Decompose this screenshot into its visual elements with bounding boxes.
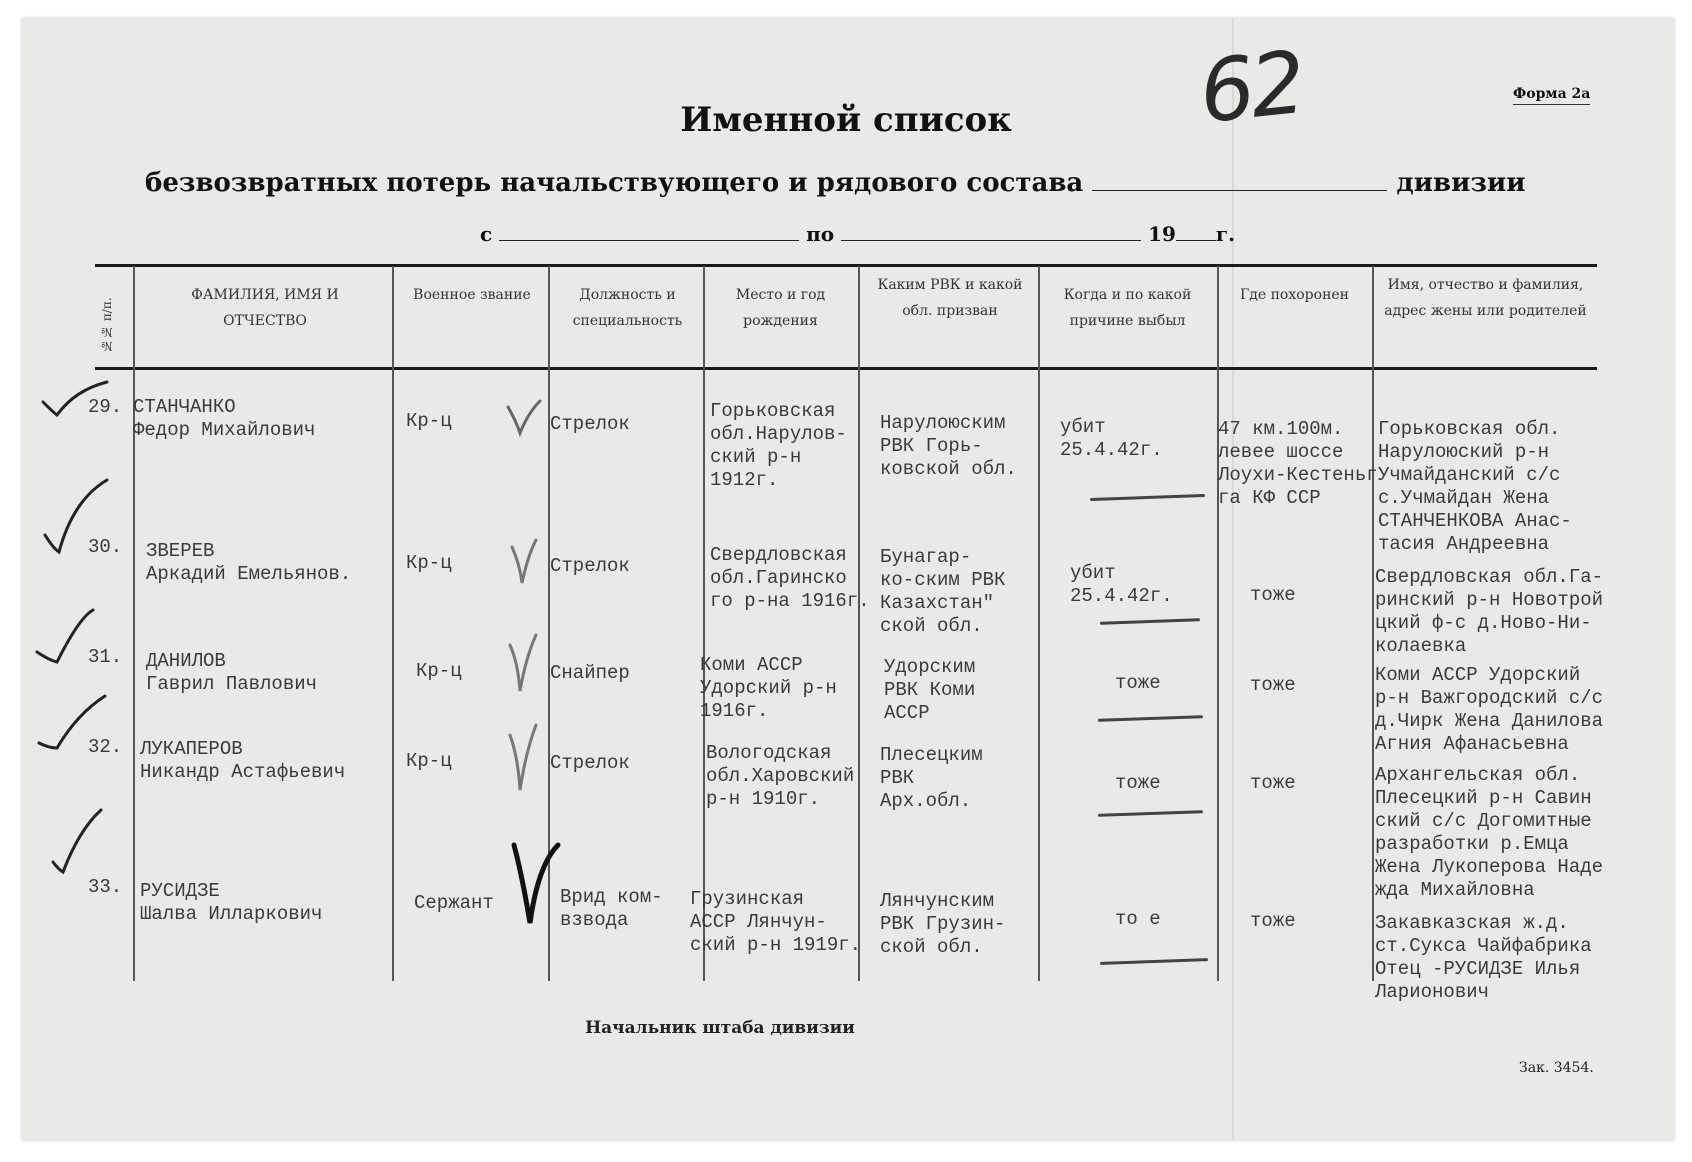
column-header-rvk: Каким РВК и какой обл. призван bbox=[877, 277, 1023, 319]
row-name: ЛУКАПЕРОВ Никандр Астафьевич bbox=[140, 738, 346, 783]
archive-page-number: 62 bbox=[1195, 32, 1307, 144]
column-header-num: №№ п/п. bbox=[100, 297, 114, 353]
row-birth: Свердловская обл.Гаринско го р-на 1916г. bbox=[710, 544, 870, 612]
row-name: СТАНЧАНКО Федор Михайлович bbox=[133, 396, 316, 441]
date-to-label: по bbox=[806, 222, 835, 246]
column-header-when: Когда и по какой причине выбыл bbox=[1063, 287, 1192, 329]
row-relatives: Горьковская обл. Нарулоюский р-н Учмайданский с/с с.Учмайдан Жена СТАНЧЕНКОВА Анас- тасия Андреевна bbox=[1378, 418, 1572, 555]
order-number: Зак. 3454. bbox=[1519, 1060, 1594, 1076]
column-header-rank: Военное звание bbox=[413, 287, 531, 303]
form-label: Форма 2а bbox=[1513, 86, 1590, 105]
row-buried: тоже bbox=[1250, 772, 1296, 794]
column-divider bbox=[392, 266, 394, 981]
row-name: РУСИДЗЕ Шалва Илларкович bbox=[140, 880, 323, 925]
document-subtitle bbox=[145, 168, 1526, 198]
date-to-blank bbox=[841, 240, 1141, 241]
row-when: тоже bbox=[1115, 772, 1161, 794]
row-rank: Кр-ц bbox=[406, 410, 452, 432]
row-position: Стрелок bbox=[550, 413, 630, 435]
row-position: Стрелок bbox=[550, 752, 630, 774]
signature-label: Начальник штаба дивизии bbox=[585, 1018, 855, 1038]
row-rank: Сержант bbox=[414, 892, 494, 914]
row-number: 31. bbox=[88, 646, 123, 668]
row-buried: тоже bbox=[1250, 674, 1296, 696]
row-position: Снайпер bbox=[550, 662, 630, 684]
row-when: убит 25.4.42г. bbox=[1060, 416, 1163, 461]
row-rvk: Лянчунским РВК Грузин- ской обл. bbox=[880, 890, 1006, 958]
row-position: Врид ком- взвода bbox=[560, 886, 663, 931]
column-divider bbox=[1372, 266, 1374, 981]
row-relatives: Свердловская обл.Га- ринский р-н Новотрой цкий ф-с д.Ново-Ни- колаевка bbox=[1375, 566, 1604, 657]
row-rank: Кр-ц bbox=[406, 552, 452, 574]
row-position: Стрелок bbox=[550, 555, 630, 577]
row-birth: Грузинская АССР Лянчун- ский р-н 1919г. bbox=[690, 888, 862, 956]
row-when: убит 25.4.42г. bbox=[1070, 562, 1173, 607]
date-from-blank bbox=[499, 240, 799, 241]
row-number: 33. bbox=[88, 876, 123, 898]
column-divider bbox=[133, 266, 135, 981]
margin-check-marks bbox=[35, 370, 115, 920]
subtitle-suffix: дивизии bbox=[1396, 168, 1526, 198]
row-when: то е bbox=[1115, 908, 1161, 930]
date-range bbox=[480, 222, 1235, 246]
date-year-suffix: г. bbox=[1215, 222, 1236, 246]
row-when: тоже bbox=[1115, 672, 1161, 694]
column-header-buried: Где похоронен bbox=[1239, 287, 1350, 303]
column-header-position: Должность и специальность bbox=[572, 287, 683, 329]
column-header-name: ФАМИЛИЯ, ИМЯ И ОТЧЕСТВО bbox=[191, 287, 339, 329]
row-birth: Вологодская обл.Харовский р-н 1910г. bbox=[706, 742, 855, 810]
column-divider bbox=[858, 266, 860, 981]
row-relatives: Коми АССР Удорский р-н Важгородский с/с д.Чирк Жена Данилова Агния Афанасьевна bbox=[1375, 664, 1604, 755]
row-rvk: Бунагар- ко-ским РВК Казахстан" ской обл. bbox=[880, 546, 1006, 637]
column-header-birth: Место и год рождения bbox=[735, 287, 826, 329]
row-relatives: Архангельская обл. Плесецкий р-н Савин ский с/с Догомитные разработки р.Емца Жена Лукоперова Наде жда Михайловна bbox=[1375, 764, 1604, 901]
row-buried: тоже bbox=[1250, 584, 1296, 606]
row-rvk: Нарулоюским РВК Горь- ковской обл. bbox=[880, 412, 1017, 480]
column-divider bbox=[1038, 266, 1040, 981]
row-number: 30. bbox=[88, 536, 123, 558]
row-rvk: Плесецким РВК Арх.обл. bbox=[880, 744, 983, 812]
column-divider bbox=[1217, 266, 1219, 981]
row-relatives: Закавказская ж.д. ст.Сукса Чайфабрика Отец -РУСИДЗЕ Илья Ларионович bbox=[1375, 912, 1592, 1003]
row-number: 32. bbox=[88, 736, 123, 758]
column-header-relatives: Имя, отчество и фамилия, адрес жены или родителей bbox=[1384, 277, 1587, 319]
column-divider bbox=[703, 266, 705, 981]
row-rvk: Удорским РВК Коми АССР bbox=[884, 656, 976, 724]
row-name: ДАНИЛОВ Гаврил Павлович bbox=[146, 650, 318, 695]
row-rank: Кр-ц bbox=[406, 750, 452, 772]
subtitle-prefix: безвозвратных потерь начальствующего и рядового состава bbox=[145, 168, 1084, 198]
division-blank bbox=[1092, 190, 1387, 191]
row-birth: Горьковская обл.Нарулов- ский р-н 1912г. bbox=[710, 400, 847, 491]
row-buried: 47 км.100м. левее шоссе Лоухи-Кестеньг га КФ ССР bbox=[1218, 418, 1378, 509]
date-year-blank bbox=[1176, 240, 1216, 241]
date-from-label: с bbox=[480, 222, 493, 246]
document-title: Именной список bbox=[680, 100, 1012, 140]
row-birth: Коми АССР Удорский р-н 1916г. bbox=[700, 654, 837, 722]
date-year-label: 19 bbox=[1148, 222, 1176, 246]
row-number: 29. bbox=[88, 396, 123, 418]
row-name: ЗВЕРЕВ Аркадий Емельянов. bbox=[146, 540, 352, 585]
row-buried: тоже bbox=[1250, 910, 1296, 932]
rank-check-marks bbox=[500, 395, 570, 935]
row-rank: Кр-ц bbox=[416, 660, 462, 682]
